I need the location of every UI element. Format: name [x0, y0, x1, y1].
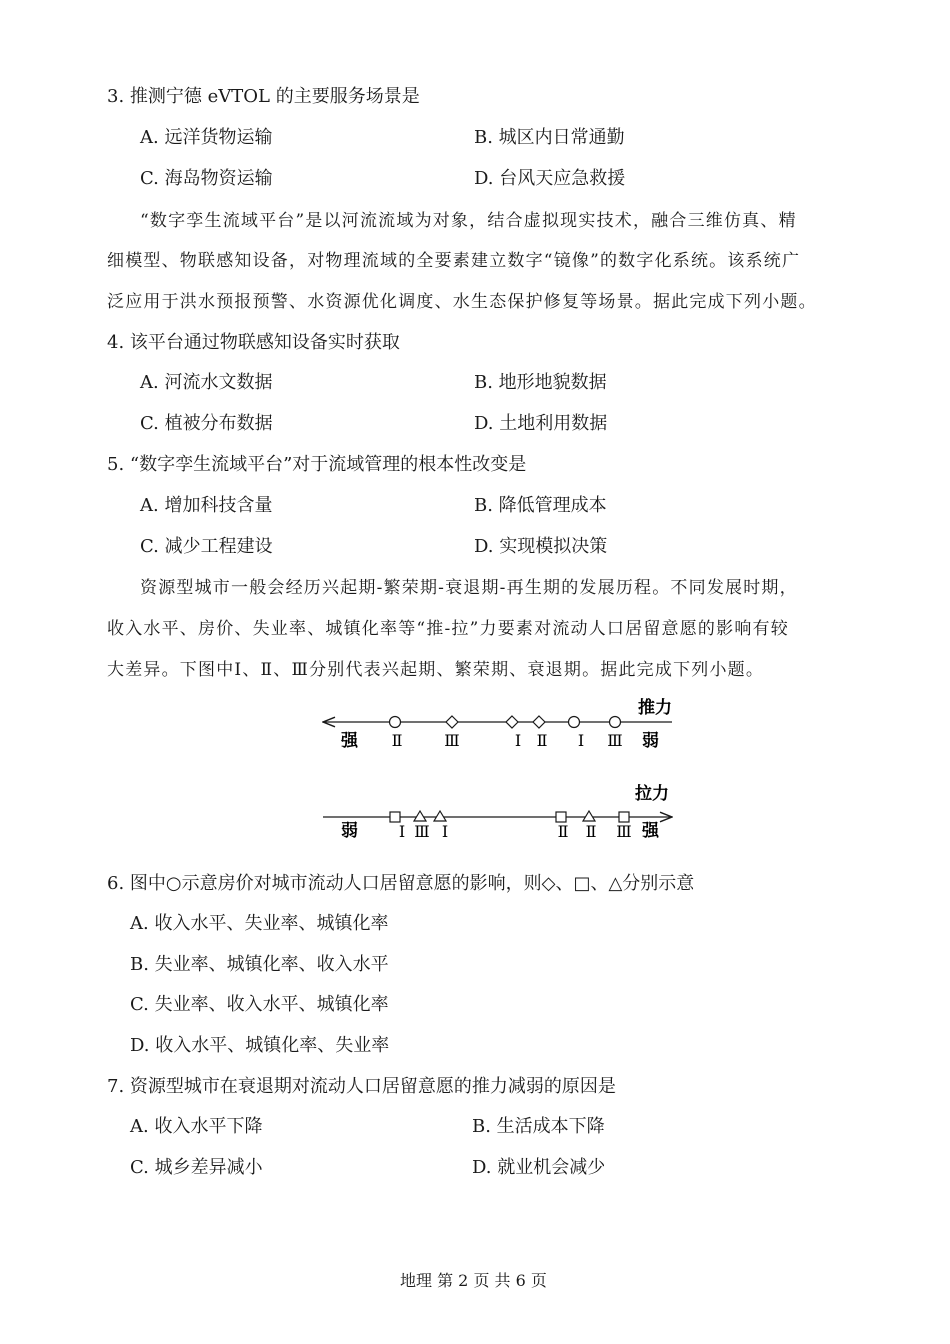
- question-6-stem: 6. 图中○示意房价对城市流动人口居留意愿的影响，则◇、□、△分别示意: [107, 873, 695, 894]
- diamond-marker: [506, 716, 518, 728]
- circle-marker: [569, 717, 580, 728]
- question-5-option-c: C. 减少工程建设: [140, 536, 273, 557]
- push-axis-title: 推力: [638, 698, 672, 718]
- question-5-option-d: D. 实现模拟决策: [474, 536, 608, 557]
- question-7-option-c: C. 城乡差异减小: [130, 1157, 263, 1178]
- period-label: Ⅱ: [557, 822, 569, 841]
- question-6-option-a: A. 收入水平、失业率、城镇化率: [130, 913, 389, 934]
- question-3-option-a: A. 远洋货物运输: [140, 127, 273, 148]
- period-label: Ⅰ: [398, 822, 406, 841]
- pull-axis-weak-label: 弱: [341, 821, 358, 841]
- period-label: Ⅱ: [585, 822, 597, 841]
- question-6-option-b: B. 失业率、城镇化率、收入水平: [130, 954, 389, 975]
- question-4-stem: 4. 该平台通过物联感知设备实时获取: [107, 332, 400, 353]
- triangle-marker: [434, 811, 446, 821]
- period-label: Ⅲ: [414, 822, 430, 841]
- circle-marker: [610, 717, 621, 728]
- triangle-marker: [414, 811, 426, 821]
- question-5-option-b: B. 降低管理成本: [474, 495, 607, 516]
- question-6-option-c: C. 失业率、收入水平、城镇化率: [130, 994, 389, 1015]
- period-label: Ⅲ: [607, 731, 623, 750]
- pull-axis-strong-label: 强: [642, 821, 659, 841]
- square-marker: [556, 812, 566, 822]
- question-5-stem: 5. “数字孪生流域平台”对于流域管理的根本性改变是: [107, 454, 527, 475]
- push-axis-strong-label: 强: [341, 731, 358, 751]
- question-5-option-a: A. 增加科技含量: [140, 495, 273, 516]
- question-4-option-a: A. 河流水文数据: [140, 372, 273, 393]
- question-4-option-b: B. 地形地貌数据: [474, 372, 607, 393]
- push-axis-weak-label: 弱: [642, 731, 659, 751]
- question-7-option-d: D. 就业机会减少: [472, 1157, 606, 1178]
- question-7-stem: 7. 资源型城市在衰退期对流动人口居留意愿的推力减弱的原因是: [107, 1076, 616, 1097]
- question-3-option-c: C. 海岛物资运输: [140, 168, 273, 189]
- question-3-option-b: B. 城区内日常通勤: [474, 127, 625, 148]
- period-label: Ⅰ: [441, 822, 449, 841]
- passage-2-line-3: 大差异。下图中Ⅰ、Ⅱ、Ⅲ分别代表兴起期、繁荣期、衰退期。据此完成下列小题。: [107, 660, 765, 680]
- question-7-option-b: B. 生活成本下降: [472, 1116, 605, 1137]
- question-6-option-d: D. 收入水平、城镇化率、失业率: [130, 1035, 390, 1056]
- question-3-option-d: D. 台风天应急救援: [474, 168, 626, 189]
- square-marker: [390, 812, 400, 822]
- circle-marker: [390, 717, 401, 728]
- question-4-option-d: D. 土地利用数据: [474, 413, 608, 434]
- push-axis-marks: [390, 716, 623, 750]
- period-label: Ⅱ: [536, 731, 548, 750]
- passage-2-line-1: 资源型城市一般会经历兴起期-繁荣期-衰退期-再生期的发展历程。不同发展时期，: [140, 578, 798, 598]
- period-label: Ⅰ: [514, 731, 522, 750]
- question-3-stem: 3. 推测宁德 eVTOL 的主要服务场景是: [107, 86, 420, 107]
- period-label: Ⅲ: [444, 731, 460, 750]
- triangle-marker: [583, 811, 595, 821]
- passage-1-line-2: 细模型、物联感知设备，对物理流域的全要素建立数字“镜像”的数字化系统。该系统广: [107, 251, 801, 271]
- period-label: Ⅰ: [577, 731, 585, 750]
- pull-axis-title: 拉力: [635, 784, 669, 804]
- question-4-option-c: C. 植被分布数据: [140, 413, 273, 434]
- pull-axis-marks: [390, 811, 632, 841]
- period-label: Ⅲ: [616, 822, 632, 841]
- page-footer: 地理 第 2 页 共 6 页: [400, 1271, 547, 1290]
- diamond-marker: [446, 716, 458, 728]
- passage-1-line-1: “数字孪生流域平台”是以河流流域为对象，结合虚拟现实技术，融合三维仿真、精: [140, 211, 797, 231]
- passage-2-line-2: 收入水平、房价、失业率、城镇化率等“推-拉”力要素对流动人口居留意愿的影响有较: [107, 619, 789, 639]
- passage-1-line-3: 泛应用于洪水预报预警、水资源优化调度、水生态保护修复等场景。据此完成下列小题。: [107, 292, 817, 312]
- diamond-marker: [533, 716, 545, 728]
- question-7-option-a: A. 收入水平下降: [130, 1116, 263, 1137]
- square-marker: [619, 812, 629, 822]
- period-label: Ⅱ: [391, 731, 403, 750]
